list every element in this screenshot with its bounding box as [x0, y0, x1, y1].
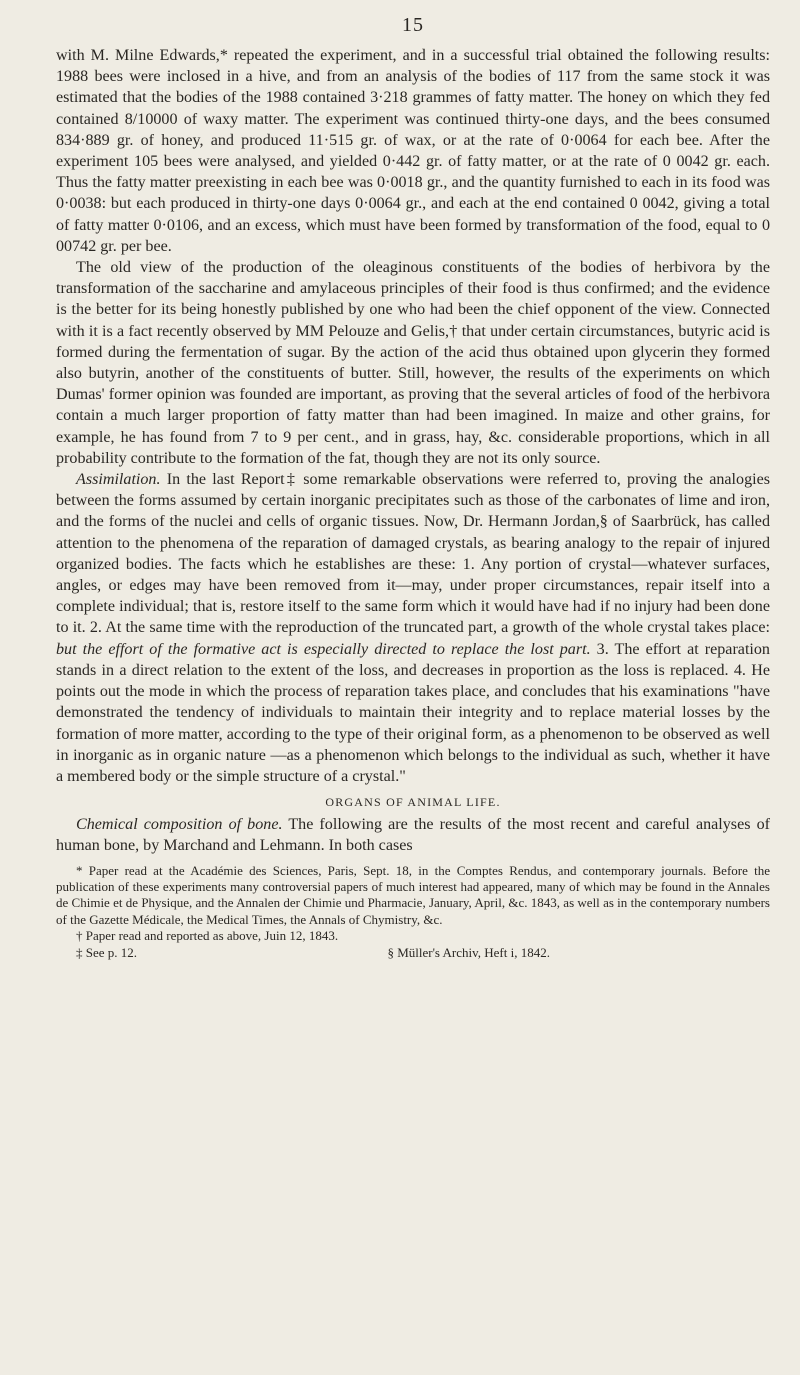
bone-composition-text: The following are the results of the most recent and careful analyses of human bone, by Marchand and Lehmann. In both cases	[56, 816, 770, 855]
footnote-dagger: † Paper read and reported as above, Juin 12, 1843.	[76, 928, 339, 944]
footnotes	[56, 863, 770, 961]
footnote-star: * Paper read at the Académie des Sciences, Paris, Sept. 18, in the Comptes Rendus, and contemporary journals. Before the publication of these experiments many controversial papers of much interest had appeared, many of which may be found in the Annales de Chimie et de Physique, and the Annalen der Chimie und Pharmacie, January, April, &c. 1843, as well as in the contemporary numbers of the Gazette Médicale, the Medical Times, the Annals of Chymistry, &c.	[56, 862, 770, 927]
assimilation-text-a: In the last Report‡ some remarkable observations were referred to, proving the analogies between the forms assumed by certain inorganic precipitates such as those of the carbonates of lime and iron, and the forms of the nuclei and cells of organic tissues. Now, Dr. Hermann Jordan,§ of Saarbrück, has called attention to the phenomena of the reparation of damaged crystals, as bearing analogy to the repair of injured organized bodies. The facts which he establishes are these: 1. Any portion of crystal—whatever surfaces, angles, or edges may have been removed from it—may, under proper circumstances, repair itself into a complete individual; that is, restore itself to the same form which it would have had if no injury had been done to it. 2. At the same time with the reproduction of the truncated part, a growth of the whole crystal takes place:	[56, 471, 770, 637]
footnote-double-dagger: ‡ See p. 12.	[76, 944, 138, 960]
footnote-section: § Müller's Archiv, Heft i, 1842.	[387, 944, 550, 960]
paragraph-bee-experiment: with M. Milne Edwards,* repeated the experiment, and in a successful trial obtained the following results: 1988 bees were inclosed in a hive, and from an analysis of the bodies of 117 from the same stock it was estimated that the bodies of the 1988 contained 3·218 grammes of fatty matter. The honey on which they fed contained 8/10000 of waxy matter. The experiment was continued thirty-one days, and the bees consumed 834·889 gr. of honey, and produced 11·515 gr. of wax, or at the rate of 0·0064 for each bee. After the experiment 105 bees were analysed, and yielded 0·442 gr. of fatty matter, or at the rate of 0 0042 gr. each. Thus the fatty matter preexisting in each bee was 0·0018 gr., and the quantity furnished to each in its food was 0·0038: but each produced in thirty-one days 0·0064 gr., and each at the end contained 0 0042, giving a total of fatty matter 0·0106, and an excess, which must have been formed by transformation of the food, equal to 0 00742 gr. per bee.	[56, 47, 770, 255]
body-text	[56, 45, 770, 857]
assimilation-lead: Assimilation.	[76, 471, 161, 489]
assimilation-text-b: 3. The effort at reparation stands in a direct relation to the extent of the loss, and decreases in proportion as the loss is replaced. 4. He points out the mode in which the process of reparation takes place, and concludes that his examinations "have demonstrated the tendency of individuals to maintain their integrity and to replace material losses by the formation of more matter, according to the type of their original form, as a phenomenon to be observed as well in inorganic as in organic nature —as a phenomenon which belongs to the individual as such, whether it have a membered body or the simple structure of a crystal."	[56, 640, 770, 785]
paragraph-assimilation	[56, 469, 770, 787]
paragraph-oleaginous-constituents: The old view of the production of the oleaginous constituents of the bodies of herbivora by the transformation of the saccharine and amylaceous principles of their food is thus confirmed; and the evidence is the better for its being honestly published by one who had been the chief opponent of the view. Connected with it is a fact recently observed by MM Pelouze and Gelis,† that under certain circumstances, butyric acid is formed during the fermentation of sugar. By the action of the acid thus obtained upon glycerin they formed also butyrin, another of the constituents of butter. Still, however, the results of the experiments on which Dumas' former opinion was founded are important, as proving that the several articles of food of the herbivora contain a much larger proportion of fatty matter than had been imagined. In maize and other grains, for example, he has found from 7 to 9 per cent., and in grass, hay, &c. considerable proportions, which in all probability contribute to the formation of the fat, though they are not its only source.	[56, 259, 770, 467]
footnote-pair	[56, 945, 770, 961]
paragraph-bone-composition	[56, 814, 770, 856]
assimilation-emphasis: but the effort of the formative act is especially directed to replace the lost part.	[56, 640, 591, 658]
section-heading: ORGANS OF ANIMAL LIFE.	[325, 795, 501, 810]
page-number: 15	[402, 14, 424, 36]
bone-composition-lead: Chemical composition of bone.	[76, 816, 283, 834]
